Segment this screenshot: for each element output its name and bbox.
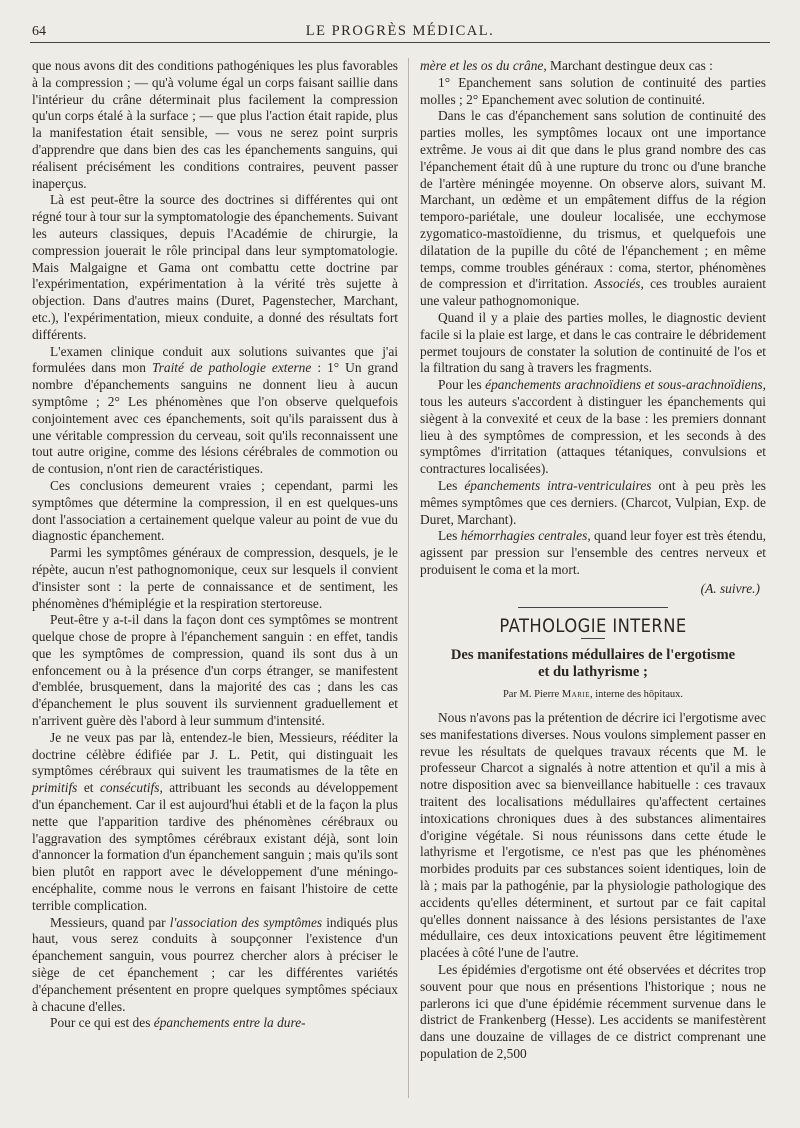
paragraph: Là est peut-être la source des doctrines si différentes qui ont régné tour à tour sur la symptomatologie des épanchements. Suivant les auteurs classiques, depuis l'Académie de chirurgie, la compression jouerait le rôle principal dans leur symptomatologie. Mais Malgaigne et Gama ont combattu cette doctrine par l'expérimentation, expérimentation à la vérité très sujette à objection. Dans d'autres mains (Duret, Pagenstecher, Marchant, etc.), l'expérimentation, mieux conduite, a donné des résultats fort différents.	[32, 192, 398, 342]
paragraph: mère et les os du crâne, Marchant destingue deux cas :	[420, 58, 713, 73]
paragraph: 1° Epanchement sans solution de continuité des parties molles ; 2° Epanchement avec solution de continuité.	[420, 74, 766, 107]
emphasis: Associés	[594, 276, 641, 292]
emphasis: hémorrhagies centrales	[460, 528, 588, 544]
paragraph: L'examen clinique conduit aux solutions suivantes que j'ai formulées dans mon Traité de pathologie externe : 1° Un grand nombre d'épanchements sanguins ne donnent lieu à aucun symptôme ; 2° Les phénomènes que l'on observe quelquefois conjointement avec ces épanchements, soit qu'ils paraissent dus à une véritable compression du cerveau, soit qu'ils reconnaissent une tout autre origine, comme des lésions cérébrales de commotion ou de contusion, n'ont rien de caractéristiques.	[32, 343, 399, 477]
page-header	[30, 18, 770, 42]
emphasis: primitifs	[32, 780, 78, 796]
page-number: 64	[32, 24, 46, 39]
emphasis: consécutifs	[99, 780, 160, 796]
article-title: Des manifestations médullaires de l'ergotisme et du lathyrisme ;	[450, 647, 736, 681]
paragraph: Ces conclusions demeurent vraies ; cependant, parmi les symptômes que détermine la compression, il en est quelques-uns dont l'association a certainement quelque valeur au point de vue du diagnostic épanchement.	[32, 477, 398, 544]
emphasis: épanchements intra-ventriculaires	[464, 477, 652, 493]
emphasis: mère et les os du crâne	[420, 58, 544, 73]
paragraph: Les épanchements intra-ventriculaires ont à peu près les mêmes symptômes que ces derniers. (Charcot, Vulpian, Exp. de Duret, Marchant).	[420, 477, 766, 527]
title-rule	[581, 638, 605, 639]
paragraph: Je ne veux pas par là, entendez-le bien, Messieurs, rééditer la doctrine célèbre édifiée par J. L. Petit, qui distinguait les symptômes cérébraux qui suivent les traumatismes de la tête en primitifs et consécutifs, attribuant les seconds au développement d'un épanchement. Car il est aujourd'hui établi et de la façon la plus nette que l'apparition tardive des phénomènes cérébraux ou l'aggravation des symptômes cérébraux existant déjà, sont loin d'annoncer la formation d'un épanchement sanguin ; mais qu'ils sont bien plutôt en rapport avec le développement d'une méningo-encéphalite, comme nous le verrons en faisant l'histoire de cette terrible complication.	[32, 729, 398, 913]
paragraph: Messieurs, quand par l'association des symptômes indiqués plus haut, vous serez conduits à soupçonner l'existence d'un épanchement sanguin, vous pourrez chercher alors à préciser le siège de cet épanchement ; car les différentes variétés d'épanchement présentent en propre quelques symptômes spéciaux à chacune d'elles.	[32, 914, 398, 1014]
right-column	[420, 58, 766, 1063]
paragraph: Les épidémies d'ergotisme ont été observées et décrites trop souvent pour que nous en présentions l'historique ; nous ne parlerons ici que d'une épidémie récemment survenue dans le district de Frankenberg (Hesse). Les accidents se manifestèrent dans une douzaine de villages de ce district comprenant une population de 2,500	[420, 962, 766, 1062]
paragraph: Pour ce qui est des épanchements entre la dure-	[50, 1015, 306, 1031]
emphasis: épanchements arachnoïdiens et sous-arachnoïdiens	[485, 377, 763, 393]
section-title: PATHOLOGIE INTERNE	[499, 614, 687, 637]
journal-title: LE PROGRÈS MÉDICAL.	[305, 23, 495, 39]
book-title: Traité de pathologie externe	[151, 360, 312, 376]
paragraph: Dans le cas d'épanchement sans solution de continuité des parties molles, les symptômes locaux ont une importance extrême. Je vous ai dit que dans le plus grand nombre des cas l'épanchement était dû à une rupture du tronc ou d'une branche de l'artère méningée moyenne. On observe alors, suivant M. Marchant, un œdème et un empâtement diffus de la région temporo-pariétale, une douleur localisée, une ecchymose zygomatico-mastoïdienne, du trismus, et quelquefois une dilatation de la pupille du côté de l'épanchement ; en même temps, comme troubles généraux : coma, stertor, phénomènes de compression et d'irritation. Associés, ces troubles auraient une valeur pathognomonique.	[420, 108, 766, 309]
paragraph: Parmi les symptômes généraux de compression, desquels, je le répète, aucun n'est pathognomonique, ceux sur lesquels il convient d'insister sont : la perte de connaissance et de sentiment, les phénomènes d'hémiplégie et la respiration stertoreuse.	[32, 545, 398, 611]
column-divider	[408, 58, 409, 1098]
paragraph: Nous n'avons pas la prétention de décrire ici l'ergotisme avec ses manifestations diverses. Nous voulons simplement passer en revue les résultats de quelques travaux récents que M. le professeur Charcot a signalés à notre attention et qu'il a mis à notre disposition avec sa bienveillance habituelle : ces travaux traitent des localisations médullaires qu'affectent certaines intoxications chroniques dues à des substances alimentaires d'origine végétale. Si nous réunissons dans cette étude le lathyrisme et l'ergotisme, ce n'est pas que les phénomènes morbides produits par ces substances soient identiques, loin de là ; mais par la pathogénie, par la physiologie pathologique des accidents qu'elles déterminent, et surtout par ce fait capital qu'elles donnent naissance à des lésions persistantes de l'axe médullaire, ces deux intoxications peuvent être légitimement placées à côté l'une de l'autre.	[420, 710, 766, 961]
paragraph: Peut-être y a-t-il dans la façon dont ces symptômes se montrent quelque chose de propre à l'épanchement sanguin : en effet, tandis que les symptômes de compression, quand ils sont dus à un enfoncement ou à la présence d'un corps étranger, se manifestent d'emblée, brusquement, dans la majorité des cas ; dans les cas d'épanchement le plus souvent ils surviennent graduellement et n'arrivent guère dès l'abord à leur summum d'intensité.	[32, 612, 398, 729]
emphasis: épanchements entre la dure-	[153, 1015, 306, 1031]
emphasis: l'association des symptômes	[169, 914, 323, 930]
section-separator	[518, 607, 668, 608]
left-column	[32, 58, 398, 1032]
to-be-continued-note: (A. suivre.)	[700, 580, 760, 596]
author-name: Marie	[561, 689, 591, 701]
paragraph: que nous avons dit des conditions pathogéniques les plus favorables à la compression ; — qu'à volume égal un corps faisant saillie dans l'intérieur du crâne déterminait plus facilement la compression qu'un corps étalé à la surface ; — que plus l'action était rapide, plus la manifestation était sensible, — vous ne serez point surpris d'apprendre que dans bien des cas les épanchements sanguins, qui réalisent précisément les conditions contraires, peuvent passer inaperçus.	[32, 58, 398, 191]
byline: Par M. Pierre Marie, interne des hôpitaux.	[502, 689, 684, 701]
header-rule	[30, 42, 770, 43]
paragraph: Pour les épanchements arachnoïdiens et sous-arachnoïdiens, tous les auteurs s'accordent à distinguer les épanchements qui siègent à la convexité et ceux de la base : les premiers donnant lieu à des symptômes de compression, et les seconds à des symptômes d'irritation (attaques tétaniques, convulsions et contractures localisées).	[420, 377, 766, 477]
paragraph: Les hémorrhagies centrales, quand leur foyer est très étendu, agissent par pression sur l'ensemble des centres nerveux et produisent le coma et la mort.	[420, 528, 766, 577]
paragraph: Quand il y a plaie des parties molles, le diagnostic devient facile si la plaie est large, et dans le cas contraire le débridement permet toujours de constater la solution de continuité de l'os et la filtration du sang à travers les fragments.	[420, 309, 766, 376]
